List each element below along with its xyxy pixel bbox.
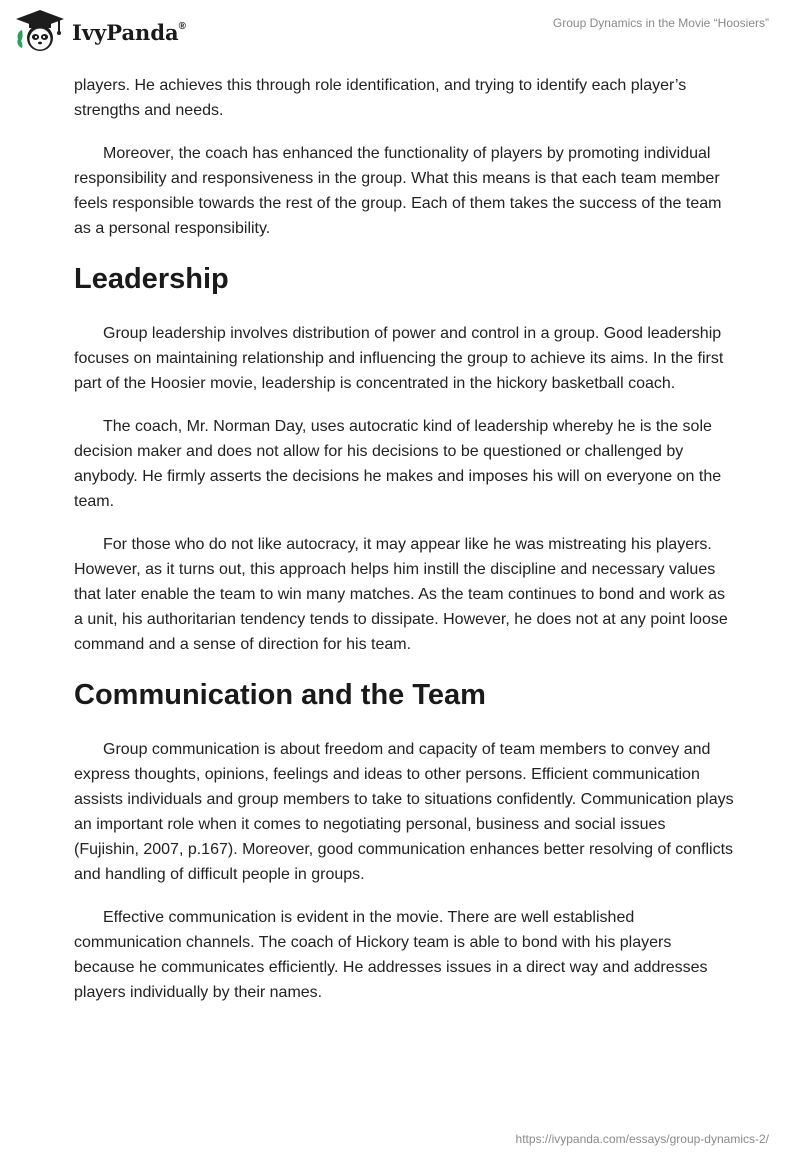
page-header — [0, 0, 800, 64]
source-url[interactable]: https://ivypanda.com/essays/group-dynamics-2/ — [515, 1132, 769, 1146]
paragraph: Group leadership involves distribution of power and control in a group. Good leadership focuses on maintaining relationship and influencing the group to achieve its aims. In the first part of the Hoosier movie, leadership is concentrated in the hickory basketball coach. — [74, 325, 724, 392]
paragraph: Moreover, the coach has enhanced the functionality of players by promoting individual responsibility and responsiveness in the group. What this means is that each team member feels responsible towards the rest of the group. Each of them takes the success of the team as a personal responsibility. — [74, 145, 722, 237]
paragraph: players. He achieves this through role identification, and trying to identify each player’s strengths and needs. — [74, 77, 687, 119]
paragraph: Effective communication is evident in the movie. There are well established communication channels. The coach of Hickory team is able to bond with his players because he communicates efficiently. He addresses issues in a direct way and addresses players individually by their names. — [74, 909, 708, 1001]
paragraph: The coach, Mr. Norman Day, uses autocratic kind of leadership whereby he is the sole decision maker and does not allow for his decisions to be questioned or challenged by anybody. He firmly asserts the decisions he makes and imposes his will on everyone on the team. — [74, 418, 722, 510]
essay-body — [74, 73, 734, 1023]
paragraph: For those who do not like autocracy, it may appear like he was mistreating his players. However, as it turns out, this approach helps him instill the discipline and necessary values that later enable the team to win many matches. As the team continues to bond and work as a unit, his authoritarian tendency tends to dissipate. However, he does not at any point loose command and a sense of direction for his team. — [74, 536, 728, 653]
brand-logo[interactable] — [14, 8, 186, 54]
section-heading: Leadership — [74, 263, 229, 295]
section-heading: Communication and the Team — [74, 679, 486, 711]
brand-name: IvyPanda® — [72, 19, 186, 45]
paragraph: Group communication is about freedom and capacity of team members to convey and express thoughts, opinions, feelings and ideas to other persons. Efficient communication assists individuals and group members to take to situations confidently. Communication plays an important role when it comes to negotiating personal, business and social issues (Fujishin, 2007, p.167). Moreover, good communication enhances better resolving of conflicts and handling of difficult people in groups. — [74, 741, 734, 883]
panda-graduation-icon — [14, 8, 66, 54]
document-title: Group Dynamics in the Movie “Hoosiers” — [552, 16, 769, 30]
